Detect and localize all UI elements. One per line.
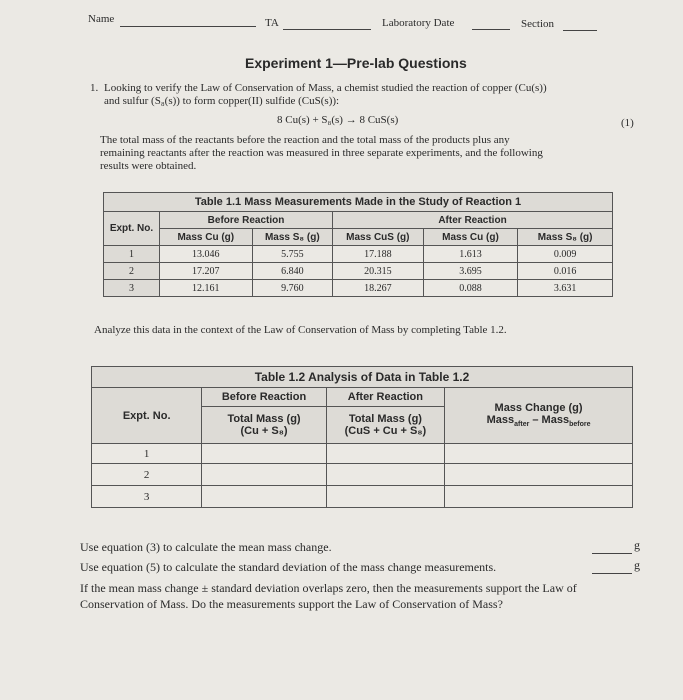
table-cell: 0.088 [423,280,518,297]
mass-label: Mass [486,414,515,427]
table-1-2-after-header: After Reaction [326,388,444,407]
total-before-cell[interactable] [202,464,326,486]
total-before-cell[interactable] [202,486,326,508]
table-1-2-expt-header: Expt. No. [92,388,202,444]
mass-change-label: Mass Change (g) [494,402,583,415]
mean-mass-question: Use equation (3) to calculate the mean mass change. [80,540,332,554]
total-after-cell[interactable] [326,486,444,508]
page-title: Experiment 1—Pre-lab Questions [245,55,467,71]
col-total-before [202,407,326,444]
expt-number: 2 [104,263,160,280]
after-subscript: after [514,421,530,429]
question-intro-2: and sulfur (S₈(s)) to form copper(II) sulfide (CuS(s)): [104,95,340,107]
question-intro-1: Looking to verify the Law of Conservation of Mass, a chemist studied the reaction of copper (Cu(s)) [104,82,547,94]
col-total-after [326,407,444,444]
conservation-question-2: Conservation of Mass. Do the measurements support the Law of Conservation of Mass? [80,597,503,611]
table-1-2-before-header: Before Reaction [202,388,326,407]
table-1-1-title: Table 1.1 Mass Measurements Made in the Study of Reaction 1 [104,193,613,212]
total-before-cell[interactable] [202,444,326,464]
table-1-1-before-header: Before Reaction [159,212,332,229]
expt-number: 1 [92,444,202,464]
table-row [104,280,613,297]
table-row [92,464,633,486]
lab-date-label: Laboratory Date [382,17,455,29]
name-blank[interactable] [120,26,256,27]
expt-number: 2 [92,464,202,486]
table-cell: 3.631 [518,280,613,297]
table-1-1-after-header: After Reaction [333,212,613,229]
total-after-formula: (CuS + Cu + S₈) [344,425,427,437]
table-cell: 9.760 [252,280,332,297]
table-cell: 17.207 [159,263,252,280]
mass-change-cell[interactable] [445,464,633,486]
col-mass-cu-after: Mass Cu (g) [423,229,518,246]
section-label: Section [521,18,554,30]
ta-blank[interactable] [283,29,371,30]
question-para-2: remaining reactants after the reaction was measured in three separate experiments, and the following [100,147,543,159]
std-dev-unit: g [634,558,640,572]
table-cell: 17.188 [333,246,424,263]
table-row [104,263,613,280]
table-cell: 13.046 [159,246,252,263]
mean-mass-unit: g [634,538,640,552]
minus-mass-label: – Mass [529,414,570,427]
table-cell: 0.016 [518,263,613,280]
reaction-equation: 8 Cu(s) + S₈(s) → 8 CuS(s) [277,114,399,126]
table-1-2 [91,366,633,508]
mean-mass-answer-blank[interactable] [592,553,632,554]
col-mass-s8-after: Mass S₈ (g) [518,229,613,246]
lab-date-blank[interactable] [472,29,510,30]
question-para-3: results were obtained. [100,160,197,172]
total-after-cell[interactable] [326,464,444,486]
table-row [92,444,633,464]
table-1-2-title: Table 1.2 Analysis of Data in Table 1.2 [92,367,633,388]
table-1-1-expt-header: Expt. No. [104,212,160,246]
question-number: 1. [90,82,99,94]
ta-label: TA [265,17,279,29]
analyze-instruction: Analyze this data in the context of the Law of Conservation of Mass by completing Table 1.2. [94,324,507,336]
total-after-cell[interactable] [326,444,444,464]
expt-number: 3 [104,280,160,297]
total-after-label: Total Mass (g) [348,413,422,425]
table-row [92,486,633,508]
std-dev-question: Use equation (5) to calculate the standard deviation of the mass change measurements. [80,560,497,574]
table-cell: 3.695 [423,263,518,280]
conservation-question-1: If the mean mass change ± standard deviation overlaps zero, then the measurements support the Law of [80,581,577,595]
table-cell: 18.267 [333,280,424,297]
table-cell: 5.755 [252,246,332,263]
mass-change-cell[interactable] [445,486,633,508]
total-before-formula: (Cu + S₈) [240,425,288,437]
table-cell: 6.840 [252,263,332,280]
col-mass-s8-before: Mass S₈ (g) [252,229,332,246]
name-label: Name [88,13,115,25]
mass-change-cell[interactable] [445,444,633,464]
question-para-1: The total mass of the reactants before the reaction and the total mass of the products plus any [100,134,510,146]
col-mass-change [445,388,633,444]
col-mass-cus-after: Mass CuS (g) [333,229,424,246]
equation-number: (1) [621,117,634,129]
table-1-1 [103,192,613,297]
col-mass-cu-before: Mass Cu (g) [159,229,252,246]
total-before-label: Total Mass (g) [227,413,301,425]
before-subscript: before [569,421,591,429]
std-dev-answer-blank[interactable] [592,573,632,574]
expt-number: 3 [92,486,202,508]
mass-change-formula [445,414,632,428]
table-cell: 0.009 [518,246,613,263]
table-cell: 12.161 [159,280,252,297]
table-row [104,246,613,263]
table-cell: 1.613 [423,246,518,263]
expt-number: 1 [104,246,160,263]
section-blank[interactable] [563,30,597,31]
table-cell: 20.315 [333,263,424,280]
